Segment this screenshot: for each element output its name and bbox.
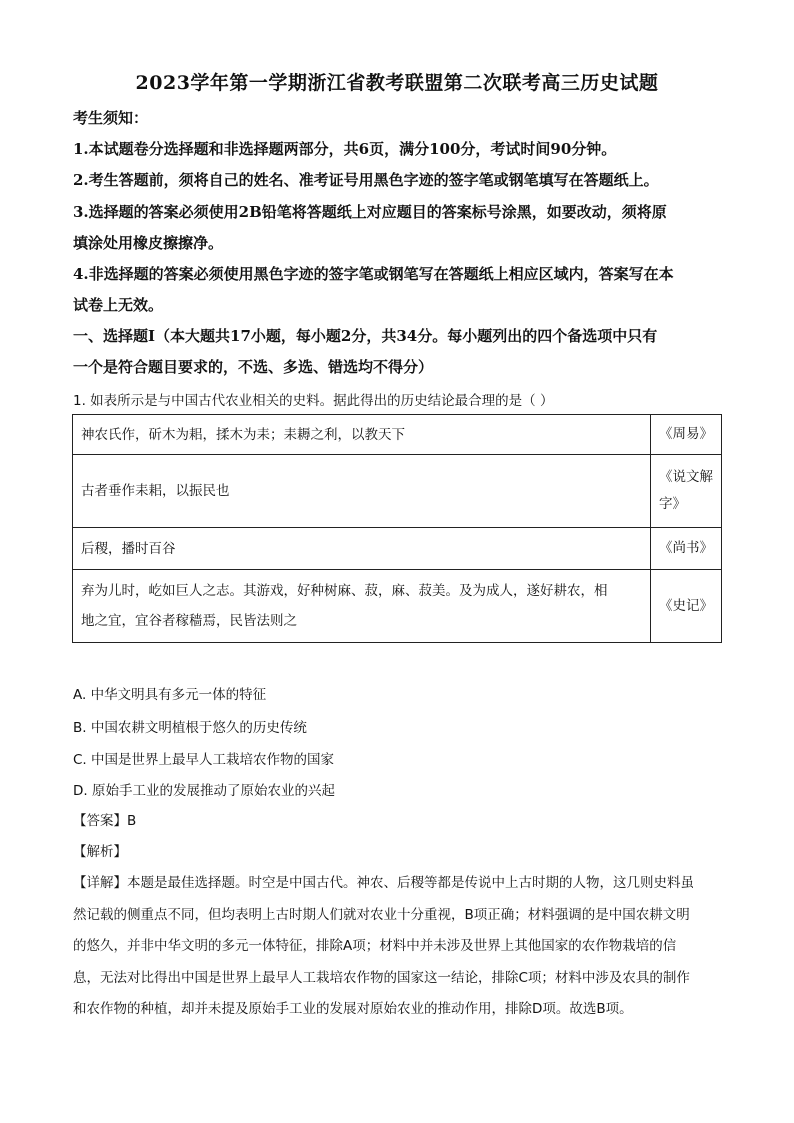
- option-d: D. 原始手工业的发展推动了原始农业的兴起: [73, 783, 335, 799]
- question-stem: 1. 如表所示是与中国古代农业相关的史料。据此得出的历史结论最合理的是（ ）: [73, 393, 554, 409]
- source-text: 神农氏作，斫木为耜，揉木为耒；耒耨之利，以教天下: [73, 415, 651, 455]
- source-book: 《史记》: [651, 570, 722, 643]
- explanation-line: 和农作物的种植，却并未提及原始手工业的发展对原始农业的推动作用，排除D项。故选B项。: [73, 1001, 633, 1017]
- option-b: B. 中国农耕文明植根于悠久的历史传统: [73, 720, 307, 736]
- source-book: 《说文解 字》: [651, 455, 722, 528]
- notice-line: 2.考生答题前，须将自己的姓名、准考证号用黑色字迹的签字笔或钢笔填写在答题纸上。: [73, 171, 659, 189]
- answer-label: 【答案】B: [73, 813, 137, 829]
- source-book: 《尚书》: [651, 528, 722, 570]
- source-table: [72, 414, 722, 643]
- table-row: [73, 455, 722, 528]
- option-c: C. 中国是世界上最早人工栽培农作物的国家: [73, 752, 335, 768]
- analysis-label: 【解析】: [73, 844, 127, 860]
- section-heading: 一、选择题Ⅰ（本大题共17小题，每小题2分，共34分。每小题列出的四个备选项中只有: [73, 327, 658, 345]
- explanation-line: 然记载的侧重点不同，但均表明上古时期人们就对农业十分重视，B项正确；材料强调的是中国农耕文明: [73, 906, 690, 923]
- option-a: A. 中华文明具有多元一体的特征: [73, 687, 267, 703]
- source-text: 后稷，播时百谷: [73, 528, 651, 570]
- notice-line: 试卷上无效。: [73, 296, 164, 314]
- table-row: [73, 528, 722, 570]
- explanation-line: 【详解】本题是最佳选择题。时空是中国古代。神农、后稷等都是传说中上古时期的人物，这几则史料虽: [73, 875, 694, 891]
- explanation-paragraph: [73, 868, 725, 1026]
- section-heading: 一个是符合题目要求的，不选、多选、错选均不得分）: [73, 358, 434, 376]
- source-book: 《周易》: [651, 415, 722, 455]
- notice-line: 3.选择题的答案必须使用2B铅笔将答题纸上对应题目的答案标号涂黑，如要改动，须将原: [73, 203, 667, 221]
- notice-line: 填涂处用橡皮擦擦净。: [73, 234, 224, 252]
- explanation-line: 息，无法对比得出中国是世界上最早人工栽培农作物的国家这一结论，排除C项；材料中涉及农具的制作: [73, 969, 690, 986]
- notice-heading: 考生须知：: [73, 109, 149, 127]
- source-text: 古者垂作耒耜，以振民也: [73, 455, 651, 528]
- notice-line: 1.本试题卷分选择题和非选择题两部分，共6页，满分100分，考试时间90分钟。: [73, 140, 617, 158]
- table-row: [73, 415, 722, 455]
- page-title: 2023学年第一学期浙江省教考联盟第二次联考高三历史试题: [135, 72, 659, 94]
- source-text: 弃为儿时，屹如巨人之志。其游戏，好种树麻、菽，麻、菽美。及为成人，遂好耕农，相 地之宜，宜谷者稼穑焉，民皆法则之: [73, 570, 651, 643]
- notice-line: 4.非选择题的答案必须使用黑色字迹的签字笔或钢笔写在答题纸上相应区域内，答案写在本: [73, 265, 674, 283]
- explanation-line: 的悠久，并非中华文明的多元一体特征，排除A项；材料中并未涉及世界上其他国家的农作物栽培的信: [73, 938, 677, 954]
- table-row: [73, 570, 722, 643]
